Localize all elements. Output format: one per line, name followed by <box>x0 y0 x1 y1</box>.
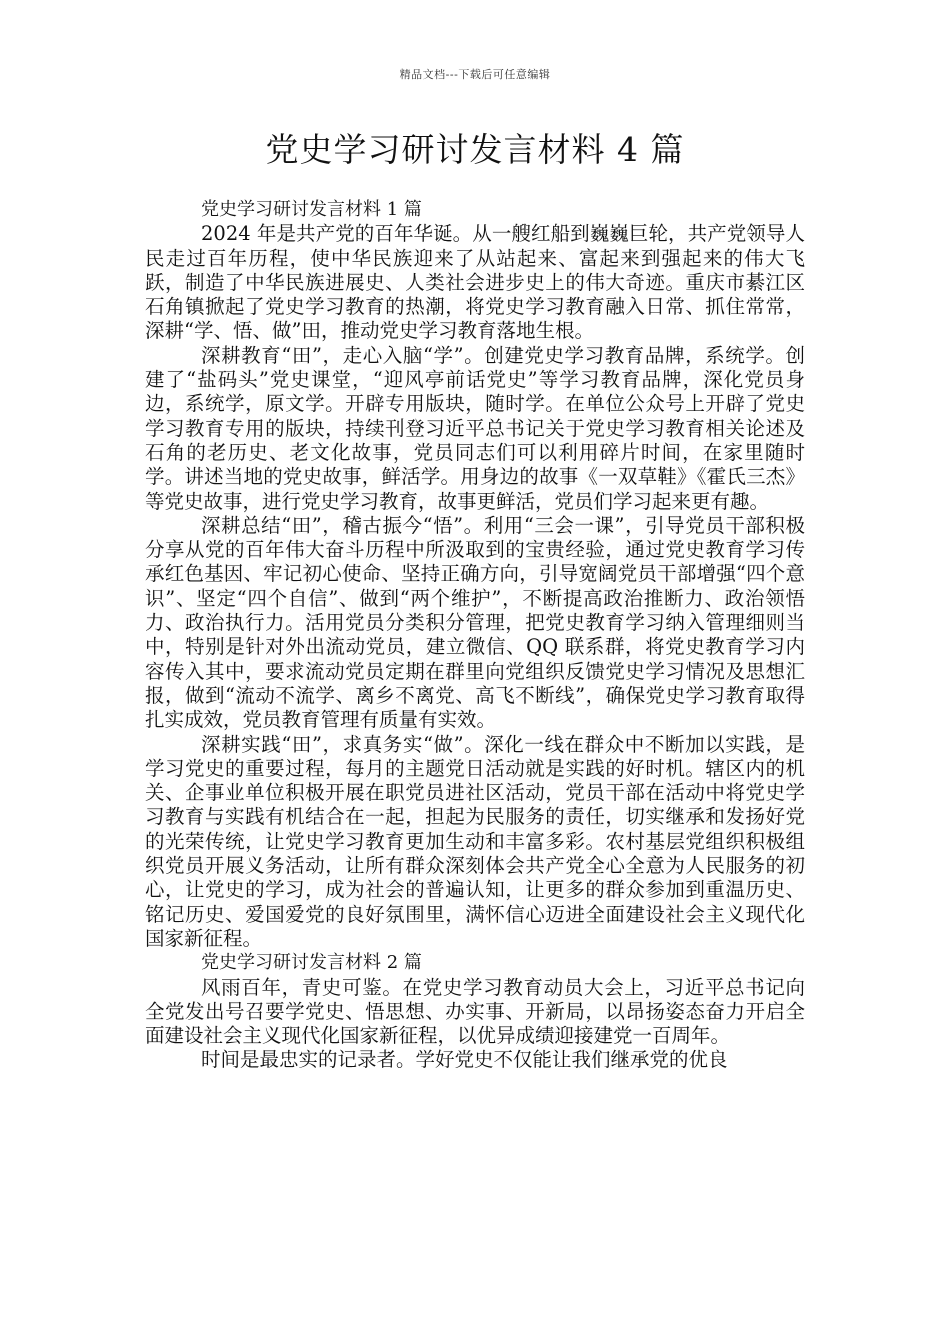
paragraph: 深耕实践“田”，求真务实“做”。深化一线在群众中不断加以实践，是学习党史的重要过程，每月的主题党日活动就是实践的好时机。辖区内的机关、企事业单位积极开展在职党员进社区活动，党员干部在活动中将党史学习教育与实践有机结合在一起，担起为民服务的责任，切实继承和发扬好党的光荣传统，让党史学习教育更加生动和丰富多彩。农村基层党组织积极组织党员开展义务活动，让所有群众深刻体会共产党全心全意为人民服务的初心，让党史的学习，成为社会的普遍认知，让更多的群众参加到重温历史、铭记历史、爱国爱党的良好氛围里，满怀信心迈进全面建设社会主义现代化国家新征程。 <box>145 732 805 950</box>
document-title: 党史学习研讨发言材料 4 篇 <box>265 130 685 169</box>
section-heading-1: 党史学习研讨发言材料 1 篇 <box>201 199 422 220</box>
paragraph: 风雨百年，青史可鉴。在党史学习教育动员大会上，习近平总书记向全党发出号召要学党史、悟思想、办实事、开新局，以昂扬姿态奋力开启全面建设社会主义现代化国家新征程，以优异成绩迎接建党一百周年。 <box>145 975 805 1048</box>
section-heading-2: 党史学习研讨发言材料 2 篇 <box>201 952 422 974</box>
document-body <box>145 198 805 1073</box>
paragraph: 深耕教育“田”，走心入脑“学”。创建党史学习教育品牌，系统学。创建了“盐码头”党史课堂，“迎风亭前话党史”等学习教育品牌，深化党员身边，系统学，原文学。开辟专用版块，随时学。在单位公众号上开辟了党史学习教育专用的版块，持续刊登习近平总书记关于党史学习教育相关论述及石角的老历史、老文化故事，党员同志们可以利用碎片时间，在家里随时学。讲述当地的党史故事，鲜活学。用身边的故事《一双草鞋》《霍氏三杰》等党史故事，进行党史学习教育，故事更鲜活，党员们学习起来更有趣。 <box>145 343 805 513</box>
paragraph: 2024 年是共产党的百年华诞。从一艘红船到巍巍巨轮，共产党领导人民走过百年历程，使中华民族迎来了从站起来、富起来到强起来的伟大飞跃，制造了中华民族进展史、人类社会进步史上的伟大奇迹。重庆市綦江区石角镇掀起了党史学习教育的热潮，将党史学习教育融入日常、抓住常常，深耕“学、悟、做”田，推动党史学习教育落地生根。 <box>145 222 805 343</box>
page-header-note: 精品文档---下载后可任意编辑 <box>399 68 551 81</box>
paragraph: 深耕总结“田”，稽古振今“悟”。利用“三会一课”，引导党员干部积极分享从党的百年伟大奋斗历程中所汲取到的宝贵经验，通过党史教育学习传承红色基因、牢记初心使命、坚持正确方向，引导宽阔党员干部增强“四个意识”、坚定“四个自信”、做到“两个维护”，不断提高政治推断力、政治领悟力、政治执行力。活用党员分类积分管理，把党史教育学习纳入管理细则当中，特别是针对外出流动党员，建立微信、QQ 联系群，将党史教育学习内容传入其中，要求流动党员定期在群里向党组织反馈党史学习情况及思想汇报，做到“流动不流学、离乡不离党、高飞不断线”，确保党史学习教育取得扎实成效，党员教育管理有质量有实效。 <box>145 513 805 732</box>
paragraph: 时间是最忠实的记录者。学好党史不仅能让我们继承党的优良 <box>201 1048 728 1072</box>
